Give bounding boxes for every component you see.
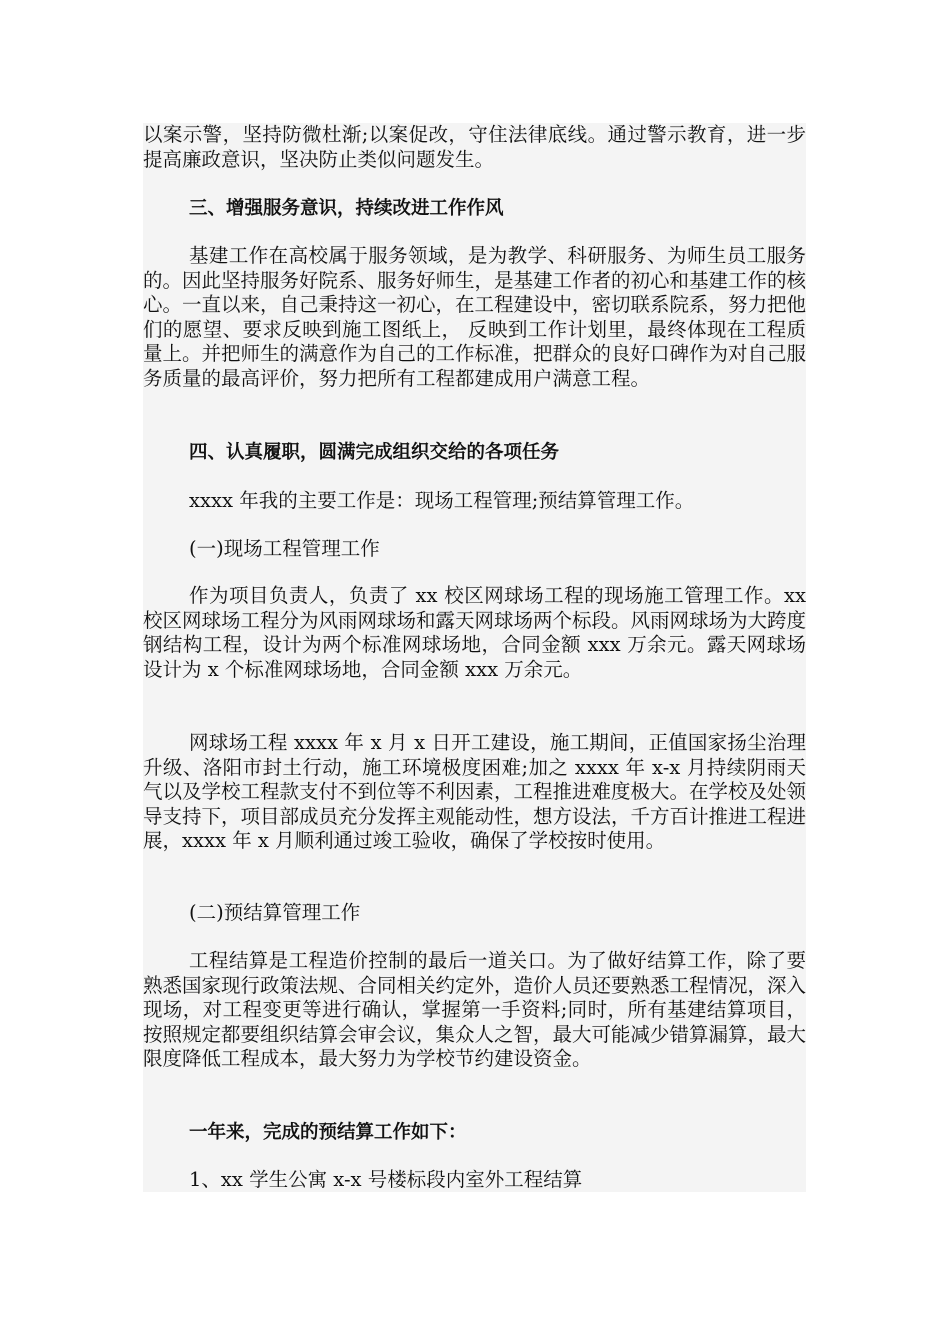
subheading-site-management: (一)现场工程管理工作	[189, 537, 380, 560]
section-heading-4: 四、认真履职，圆满完成组织交给的各项任务	[189, 442, 560, 463]
paragraph-intro: 以案示警，坚持防微杜渐;以案促改，守住法律底线。通过警示教育，进一步提高廉政意识，坚决防止类似问题发生。	[143, 123, 806, 171]
paragraph-settlement: 工程结算是工程造价控制的最后一道关口。为了做好结算工作，除了要熟悉国家现行政策法规、合同相关约定外，造价人员还要熟悉工程情况，深入现场，对工程变更等进行确认，掌握第一手资料;同时，所有基建结算项目，按照规定都要组织结算会审会议，集众人之智，最大可能减少错算漏算，最大限度降低工程成本，最大努力为学校节约建设资金。	[143, 949, 806, 1070]
list-item-1: 1、xx 学生公寓 x-x 号楼标段内室外工程结算	[189, 1168, 583, 1191]
subheading-settlement-management: (二)预结算管理工作	[189, 901, 361, 924]
paragraph-main-work: xxxx 年我的主要工作是：现场工程管理;预结算管理工作。	[189, 489, 695, 512]
section-heading-year-summary: 一年来，完成的预结算工作如下：	[189, 1122, 467, 1143]
section-heading-3: 三、增强服务意识，持续改进工作作风	[189, 198, 504, 219]
paragraph-project: 作为项目负责人，负责了 xx 校区网球场工程的现场施工管理工作。xx 校区网球场工程分为风雨网球场和露天网球场两个标段。风雨网球场为大跨度钢结构工程，设计为两个标准网球场地，合同金额 xxx 万余元。露天网球场设计为 x 个标准网球场地，合同金额 xxx 万余元。	[143, 584, 806, 681]
paragraph-construction: 网球场工程 xxxx 年 x 月 x 日开工建设，施工期间，正值国家扬尘治理升级、洛阳市封土行动，施工环境极度困难;加之 xxxx 年 x-x 月持续阴雨天气以及学校工程款支付不到位等不利因素，工程推进难度极大。在学校及处领导支持下，项目部成员充分发挥主观能动性，想方设法，千方百计推进工程进展，xxxx 年 x 月顺利通过竣工验收，确保了学校按时使用。	[143, 731, 806, 852]
paragraph-service: 基建工作在高校属于服务领域，是为教学、科研服务、为师生员工服务的。因此坚持服务好院系、服务好师生，是基建工作者的初心和基建工作的核心。一直以来，自己秉持这一初心，在工程建设中，密切联系院系，努力把他们的愿望、要求反映到施工图纸上， 反映到工作计划里，最终体现在工程质量上。并把师生的满意作为自己的工作标准，把群众的良好口碑作为对自己服务质量的最高评价，努力把所有工程都建成用户满意工程。	[143, 244, 806, 390]
document-page	[143, 123, 806, 1192]
